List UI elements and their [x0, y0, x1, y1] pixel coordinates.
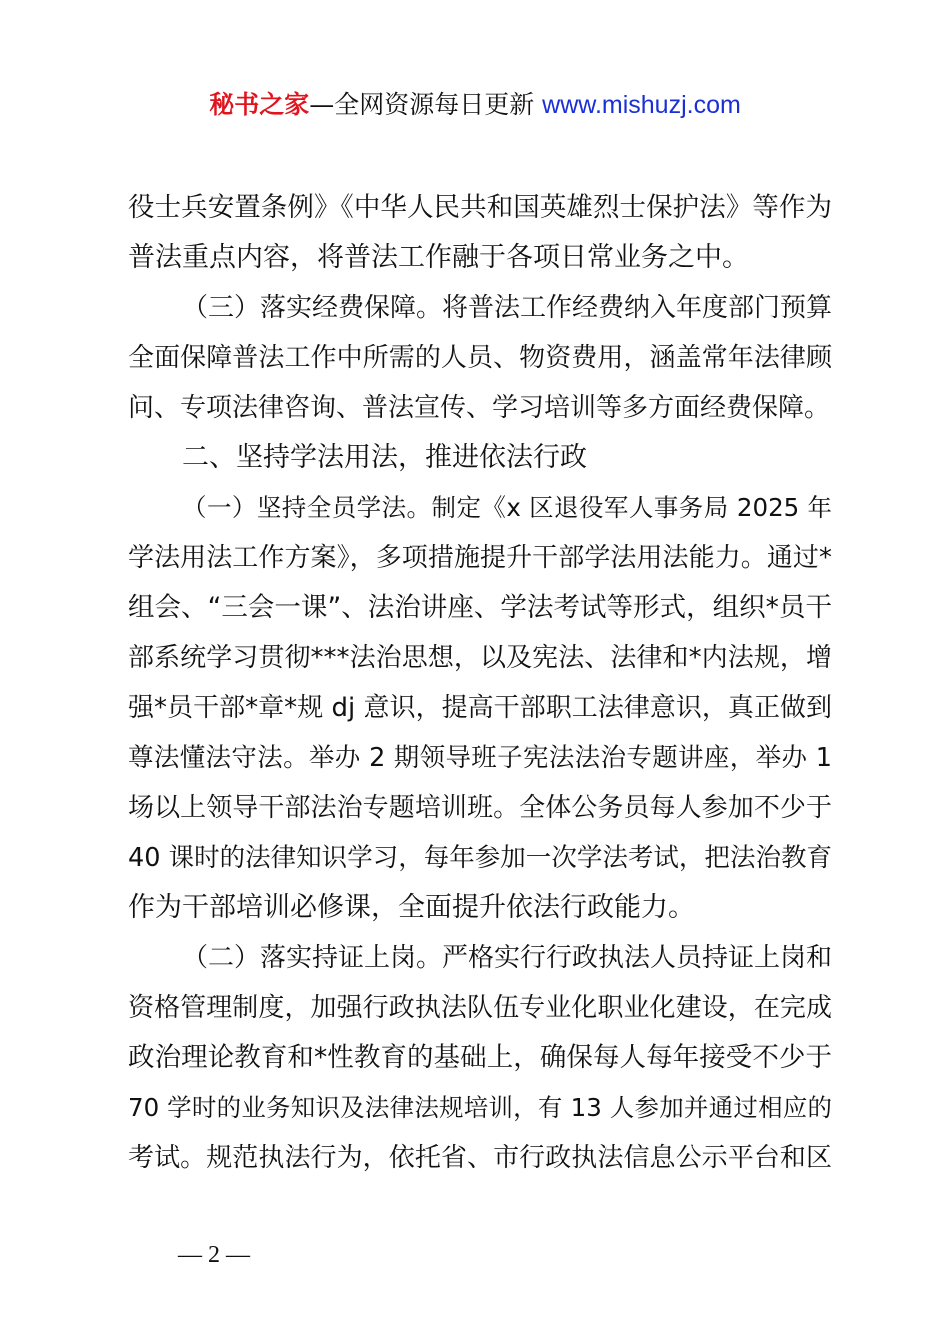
text-line: 作为干部培训必修课，全面提升依法行政能力。 — [128, 892, 695, 923]
paragraph-2-heading-line: （二）落实持证上岗。严格实行行政执法人员持证上岗和 — [182, 943, 833, 973]
text-line: 普法重点内容，将普法工作融于各项日常业务之中。 — [128, 242, 749, 273]
site-brand: 秘书之家 — [209, 90, 310, 119]
text-line: 70 学时的业务知识及法律法规培训，有 13 人参加并通过相应的 — [128, 1093, 832, 1122]
text-line: 强*员干部*章*规 dj 意识，提高干部职工法律意识，真正做到 — [128, 693, 832, 723]
text-line: 役士兵安置条例》《中华人民共和国英雄烈士保护法》等作为 — [128, 192, 832, 223]
document-body — [128, 183, 832, 1183]
text-line: 场以上领导干部法治专题培训班。全体公务员每人参加不少于 — [128, 793, 832, 823]
text-line: 考试。规范执法行为，依托省、市行政执法信息公示平台和区 — [128, 1143, 832, 1173]
site-url-link[interactable]: www.mishuzj.com — [542, 91, 741, 119]
text-line: 组会、“三会一课”、法治讲座、学法考试等形式，组织*员干 — [128, 592, 832, 623]
text-line: 资格管理制度，加强行政执法队伍专业化职业化建设，在完成 — [128, 993, 832, 1023]
text-line: 全面保障普法工作中所需的人员、物资费用，涵盖常年法律顾 — [128, 343, 832, 373]
text-line: 政治理论教育和*性教育的基础上，确保每人每年接受不少于 — [128, 1042, 832, 1073]
page-number: — 2 — — [178, 1242, 250, 1268]
section-2-heading: 二、坚持学法用法，推进依法行政 — [182, 442, 587, 473]
site-tagline: —全网资源每日更新 — [309, 90, 543, 119]
site-banner — [0, 88, 950, 122]
text-line: 学法用法工作方案》，多项措施提升干部学法用法能力。通过* — [128, 543, 832, 573]
text-line: 部系统学习贯彻***法治思想，以及宪法、法律和*内法规，增 — [128, 643, 832, 673]
paragraph-1-heading-line: （一）坚持全员学法。制定《x 区退役军人事务局 2025 年 — [182, 493, 832, 522]
paragraph-3-heading-line: （三）落实经费保障。将普法工作经费纳入年度部门预算 — [182, 293, 833, 323]
text-line: 问、专项法律咨询、普法宣传、学习培训等多方面经费保障。 — [128, 393, 831, 423]
text-line: 40 课时的法律知识学习，每年参加一次学法考试，把法治教育 — [128, 843, 832, 873]
text-line: 尊法懂法守法。举办 2 期领导班子宪法法治专题讲座，举办 1 — [128, 743, 832, 773]
